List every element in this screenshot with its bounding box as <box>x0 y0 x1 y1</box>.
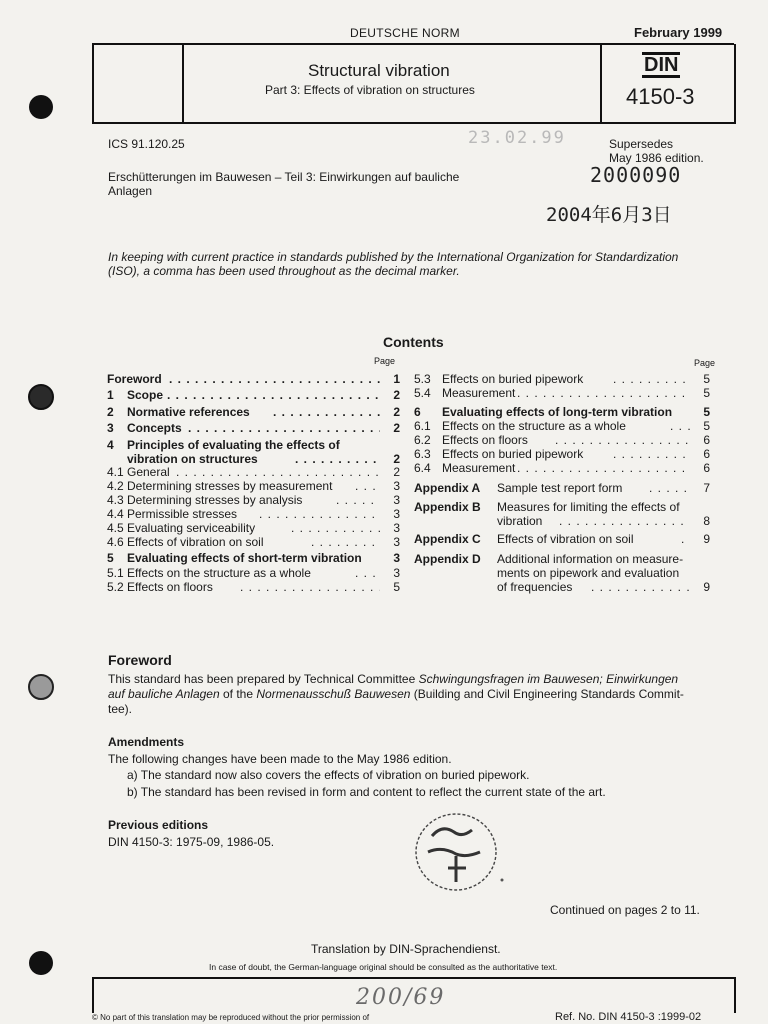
amendment-b: b) The standard has been revised in form and content to reflect the current state of the art. <box>127 785 606 799</box>
toc-entry-label: Sample test report form <box>497 481 623 495</box>
toc-leader <box>559 514 690 528</box>
toc-page-number: 2 <box>393 421 400 435</box>
toc-page-number: 6 <box>703 447 710 461</box>
toc-entry-label: Scope <box>127 388 164 402</box>
toc-entry <box>107 421 400 435</box>
toc-entry-label: Concepts <box>127 421 182 435</box>
foreword-committee-b: auf bauliche Anlagen <box>108 687 220 701</box>
toc-entry-label: vibration on structures <box>127 452 258 466</box>
footer-handwritten-stamp: 200/69 <box>356 985 446 1010</box>
toc-entry <box>414 447 710 461</box>
page-column-label-right: Page <box>694 358 716 368</box>
toc-entry-label: Effects of vibration on soil <box>127 535 264 549</box>
toc-entry-label: Effects on floors <box>442 433 528 447</box>
toc-entry <box>414 405 710 419</box>
footer-box <box>92 977 736 1013</box>
toc-entry-number: 6.2 <box>414 433 431 447</box>
toc-page-number: 3 <box>393 507 400 521</box>
toc-entry <box>107 507 400 521</box>
norm-label: DEUTSCHE NORM <box>350 26 460 40</box>
toc-entry-label: Measurement <box>442 461 516 475</box>
toc-entry <box>107 566 400 580</box>
toc-entry-number: 2 <box>107 405 114 419</box>
toc-entry <box>107 465 400 479</box>
toc-entry-number: 4.4 <box>107 507 124 521</box>
toc-leader <box>273 405 380 419</box>
previous-editions-text: DIN 4150-3: 1975-09, 1986-05. <box>108 835 275 849</box>
toc-entry-number: 6 <box>414 405 421 419</box>
toc-entry-number: 1 <box>107 388 114 402</box>
toc-entry-label: Evaluating effects of short-term vibration <box>127 551 362 565</box>
toc-entry <box>414 433 710 447</box>
toc-entry-label: Evaluating effects of long-term vibration <box>442 405 673 419</box>
toc-page-number: 5 <box>703 419 710 433</box>
toc-entry <box>107 438 400 452</box>
foreword-paragraph <box>108 672 723 717</box>
toc-entry <box>414 386 710 400</box>
ics-code: ICS 91.120.25 <box>108 137 185 151</box>
decimal-marker-note-2: (ISO), a comma has been used throughout as the decimal marker. <box>108 264 460 278</box>
toc-page-number: 6 <box>703 433 710 447</box>
toc-leader <box>613 372 690 386</box>
toc-entry-label: ments on pipework and evaluation <box>497 566 680 580</box>
toc-leader <box>355 479 380 493</box>
toc-leader <box>167 388 380 402</box>
toc-entry-number: 6.3 <box>414 447 431 461</box>
german-title-line-1: Erschütterungen im Bauwesen – Teil 3: Einwirkungen auf bauliche <box>108 170 460 184</box>
toc-leader <box>169 372 380 386</box>
toc-entry <box>107 372 400 386</box>
amendments-intro: The following changes have been made to the May 1986 edition. <box>108 752 452 766</box>
decimal-marker-note-1: In keeping with current practice in standards published by the International Organization for Standardization <box>108 250 679 264</box>
toc-page-number: 5 <box>703 386 710 400</box>
punch-hole-4 <box>29 951 53 975</box>
toc-appendix-label: Appendix C <box>414 532 481 546</box>
previous-editions-heading: Previous editions <box>108 818 209 832</box>
toc-leader <box>188 421 380 435</box>
amendments-heading: Amendments <box>108 735 185 749</box>
foreword-committee-name: Normenausschuß Bauwesen <box>256 687 411 701</box>
toc-entry-number: 4.1 <box>107 465 124 479</box>
toc-entry-number: 5.1 <box>107 566 124 580</box>
toc-leader <box>517 386 690 400</box>
toc-page-number: 3 <box>393 566 400 580</box>
toc-page-number: 9 <box>703 580 710 594</box>
toc-entry <box>414 419 710 433</box>
foreword-text-a: This standard has been prepared by Technical Committee <box>108 672 419 686</box>
toc-entry-number: 4.5 <box>107 521 124 535</box>
continued-note: Continued on pages 2 to 11. <box>550 903 700 917</box>
toc-leader <box>291 521 380 535</box>
toc-page-number: 7 <box>703 481 710 495</box>
translation-note: Translation by DIN-Sprachendienst. <box>311 942 501 956</box>
toc-entry-label: Measures for limiting the effects of <box>497 500 680 514</box>
toc-entry <box>414 461 710 475</box>
toc-page-number: 3 <box>393 493 400 507</box>
toc-entry-number: 4 <box>107 438 114 452</box>
toc-entry-label: Foreword <box>107 372 162 386</box>
toc-leader <box>336 493 380 507</box>
toc-entry-label: Effects on buried pipework <box>442 447 584 461</box>
toc-entry-number: 4.3 <box>107 493 124 507</box>
toc-page-number: 6 <box>703 461 710 475</box>
toc-entry-number: 5 <box>107 551 114 565</box>
toc-entry-label: Evaluating serviceability <box>127 521 256 535</box>
toc-page-number: 2 <box>393 388 400 402</box>
document-title: Structural vibration <box>308 61 450 80</box>
title-box <box>92 44 736 124</box>
toc-page-number: 1 <box>393 372 400 386</box>
toc-entry-label: Effects on buried pipework <box>442 372 584 386</box>
punch-hole-3 <box>28 674 54 700</box>
received-stamp: 23.02.99 <box>468 128 566 148</box>
toc-entry-number: 4.2 <box>107 479 124 493</box>
toc-entry-label: Determining stresses by measurement <box>127 479 333 493</box>
foreword-text-d: of the <box>219 687 257 701</box>
toc-leader <box>613 447 690 461</box>
toc-entry-number: 4.6 <box>107 535 124 549</box>
acquisition-number-stamp: 2000090 <box>590 163 682 187</box>
toc-entry <box>414 372 710 386</box>
toc-entry-label: Effects of vibration on soil <box>497 532 634 546</box>
publication-date: February 1999 <box>634 25 723 40</box>
toc-leader <box>311 535 380 549</box>
toc-entry <box>107 551 400 565</box>
toc-entry <box>107 405 400 419</box>
copyright-notice: © No part of this translation may be reproduced without the prior permission of <box>92 1013 370 1022</box>
supersedes-label: Supersedes <box>609 137 674 151</box>
toc-entry-label: of frequencies <box>497 580 573 594</box>
toc-page-number: 9 <box>703 532 710 546</box>
toc-appendix-label: Appendix B <box>414 500 481 514</box>
toc-leader <box>355 566 380 580</box>
punch-hole-2 <box>28 384 54 410</box>
toc-entry-label: Effects on the structure as a whole <box>442 419 626 433</box>
toc-entry-number: 5.2 <box>107 580 124 594</box>
foreword-text-f: (Building and Civil Engineering Standards Commit- <box>410 687 684 701</box>
foreword-heading: Foreword <box>108 652 172 668</box>
toc-leader <box>681 532 690 546</box>
toc-entry-number: 3 <box>107 421 114 435</box>
toc-entry-number: 5.3 <box>414 372 431 386</box>
contents-heading: Contents <box>383 334 444 350</box>
toc-page-number: 3 <box>393 521 400 535</box>
toc-leader <box>649 481 690 495</box>
supersedes-edition: May 1986 edition. <box>609 151 704 165</box>
toc-page-number: 5 <box>393 580 400 594</box>
toc-entry-number: 5.4 <box>414 386 431 400</box>
document-subtitle: Part 3: Effects of vibration on structures <box>265 83 475 97</box>
toc-leader <box>176 465 380 479</box>
acquisition-date-stamp: 2004年6月3日 <box>546 204 672 226</box>
toc-entry <box>107 535 400 549</box>
toc-page-number: 5 <box>703 405 710 419</box>
authoritative-text-note: In case of doubt, the German-language original should be consulted as the authoritative text. <box>209 962 558 972</box>
toc-page-number: 2 <box>393 465 400 479</box>
din-logo: DIN <box>644 54 679 76</box>
toc-page-number: 3 <box>393 551 400 565</box>
toc-leader <box>295 452 380 466</box>
toc-entry-number: 6.1 <box>414 419 431 433</box>
toc-leader <box>240 580 380 594</box>
toc-page-number: 3 <box>393 479 400 493</box>
toc-leader <box>555 433 690 447</box>
toc-entry-label: Normative references <box>127 405 250 419</box>
toc-appendix-label: Appendix A <box>414 481 481 495</box>
page-column-label-left: Page <box>374 356 396 366</box>
toc-entry <box>107 580 400 594</box>
toc-entry-label: Additional information on measure- <box>497 552 684 566</box>
toc-appendix-entry <box>414 481 710 495</box>
document-number: 4150-3 <box>626 84 695 109</box>
toc-page-number: 2 <box>393 405 400 419</box>
toc-entry-label: Effects on the structure as a whole <box>127 566 311 580</box>
toc-page-number: 2 <box>393 452 400 466</box>
toc-entry-number: 6.4 <box>414 461 431 475</box>
punch-hole-1 <box>29 95 53 119</box>
toc-appendix-label: Appendix D <box>414 552 481 566</box>
toc-entry-label: vibration <box>497 514 543 528</box>
toc-page-number: 8 <box>703 514 710 528</box>
toc-entry <box>107 479 400 493</box>
german-title-line-2: Anlagen <box>108 184 153 198</box>
toc-entry <box>107 452 400 466</box>
amendment-a: a) The standard now also covers the effects of vibration on buried pipework. <box>127 768 530 782</box>
toc-entry-label: Measurement <box>442 386 516 400</box>
toc-page-number: 3 <box>393 535 400 549</box>
toc-appendix-entry <box>414 552 710 594</box>
toc-entry-label: Determining stresses by analysis <box>127 493 303 507</box>
toc-entry <box>107 388 400 402</box>
toc-leader <box>517 461 690 475</box>
toc-entry-label: Permissible stresses <box>127 507 238 521</box>
toc-entry-label: General <box>127 465 170 479</box>
toc-entry-label: Effects on floors <box>127 580 213 594</box>
toc-appendix-entry <box>414 500 710 528</box>
reference-number: Ref. No. DIN 4150-3 :1999-02 <box>555 1011 702 1023</box>
library-seal-stamp <box>404 806 516 898</box>
toc-entry <box>107 521 400 535</box>
toc-page-number: 5 <box>703 372 710 386</box>
foreword-committee-a: Schwingungsfragen im Bauwesen; Einwirkungen <box>418 672 679 686</box>
toc-entry-label: Principles of evaluating the effects of <box>127 438 340 452</box>
foreword-text-g: tee). <box>108 702 133 716</box>
toc-leader <box>670 419 690 433</box>
toc-appendix-entry <box>414 532 710 546</box>
toc-leader <box>591 580 690 594</box>
toc-entry <box>107 493 400 507</box>
toc-leader <box>259 507 380 521</box>
